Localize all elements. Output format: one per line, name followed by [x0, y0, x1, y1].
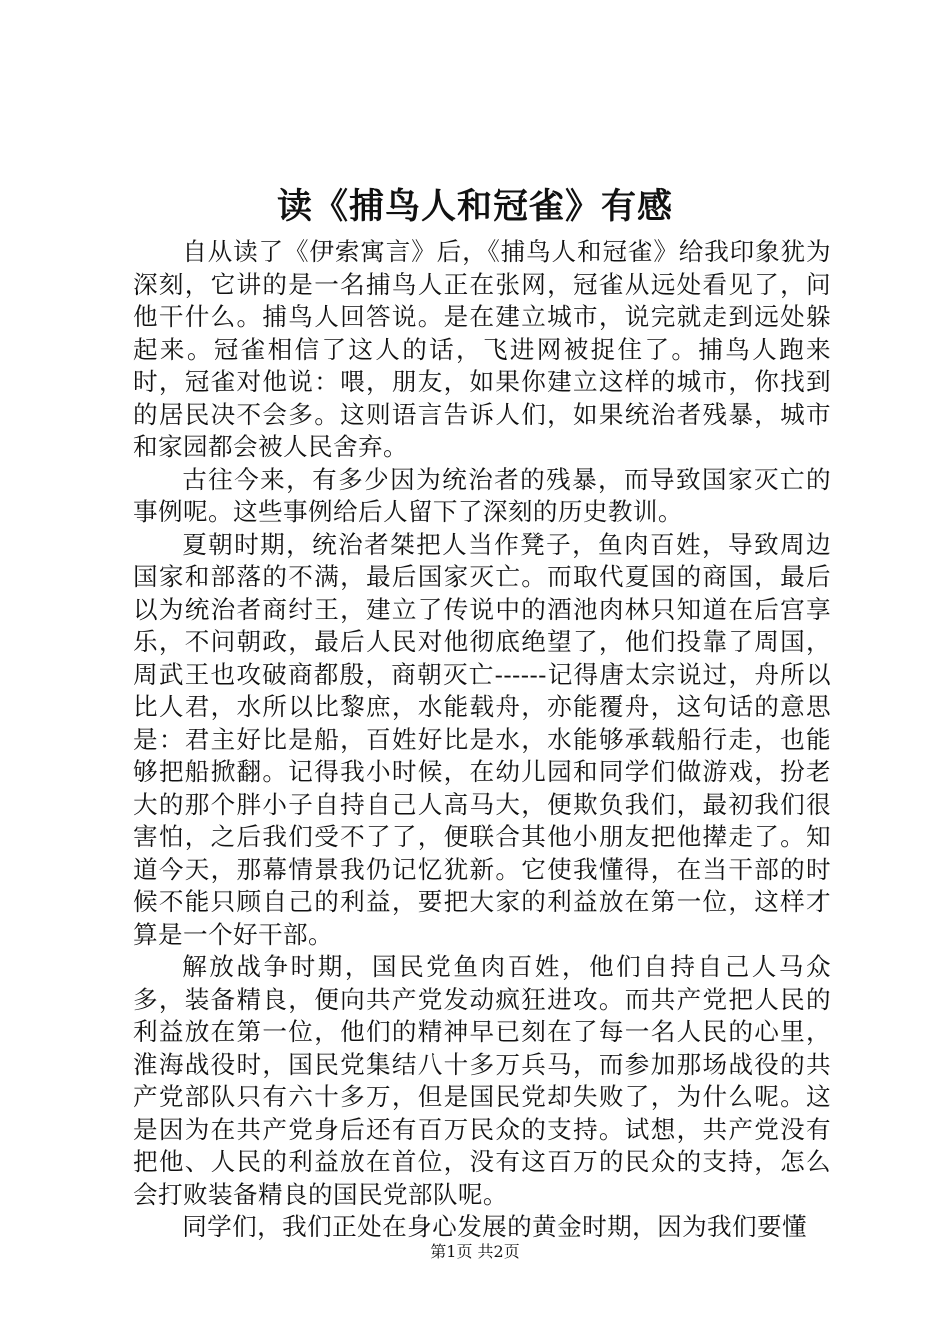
- paragraph-5: 同学们，我们正处在身心发展的黄金时期，因为我们要懂: [182, 1212, 808, 1241]
- page-footer: 第1页 共2页: [430, 1242, 520, 1261]
- document-body: [133, 236, 831, 1244]
- paragraph-1: 自从读了《伊索寓言》后，《捕鸟人和冠雀》给我印象犹为深刻，它讲的是一名捕鸟人正在张网，冠雀从远处看见了，问他干什么。捕鸟人回答说。是在建立城市，说完就走到远处躲起来。冠雀相信了这人的话，飞进网被捉住了。捕鸟人跑来时，冠雀对他说：喂，朋友，如果你建立这样的城市，你找到的居民决不会多。这则语言告诉人们，如果统治者残暴，城市和家园都会被人民舍弃。: [133, 237, 831, 461]
- paragraph-3: 夏朝时期，统治者桀把人当作凳子，鱼肉百姓，导致周边国家和部落的不满，最后国家灭亡。而取代夏国的商国，最后以为统治者商纣王，建立了传说中的酒池肉林只知道在后宫享乐，不问朝政，最后人民对他彻底绝望了，他们投靠了周国，周武王也攻破商都殷，商朝灭亡------记得唐太宗说过，舟所以比人君，水所以比黎庶，水能载舟，亦能覆舟，这句话的意思是：君主好比是船，百姓好比是水，水能够承载船行走，也能够把船掀翻。记得我小时候，在幼儿园和同学们做游戏，扮老大的那个胖小子自持自己人高马大，便欺负我们，最初我们很害怕，之后我们受不了了，便联合其他小朋友把他撵走了。知道今天，那幕情景我仍记忆犹新。它使我懂得，在当干部的时候不能只顾自己的利益，要把大家的利益放在第一位，这样才算是一个好干部。: [133, 529, 831, 949]
- document-title: 读《捕鸟人和冠雀》有感: [276, 186, 673, 227]
- paragraph-4: 解放战争时期，国民党鱼肉百姓，他们自持自己人马众多，装备精良，便向共产党发动疯狂进攻。而共产党把人民的利益放在第一位，他们的精神早已刻在了每一名人民的心里，淮海战役时，国民党集结八十多万兵马，而参加那场战役的共产党部队只有六十多万，但是国民党却失败了，为什么呢。这是因为在共产党身后还有百万民众的支持。试想，共产党没有把他、人民的利益放在首位，没有这百万的民众的支持，怎么会打败装备精良的国民党部队呢。: [133, 952, 831, 1209]
- paragraph-2: 古往今来，有多少因为统治者的残暴，而导致国家灭亡的事例呢。这些事例给后人留下了深刻的历史教训。: [133, 464, 831, 526]
